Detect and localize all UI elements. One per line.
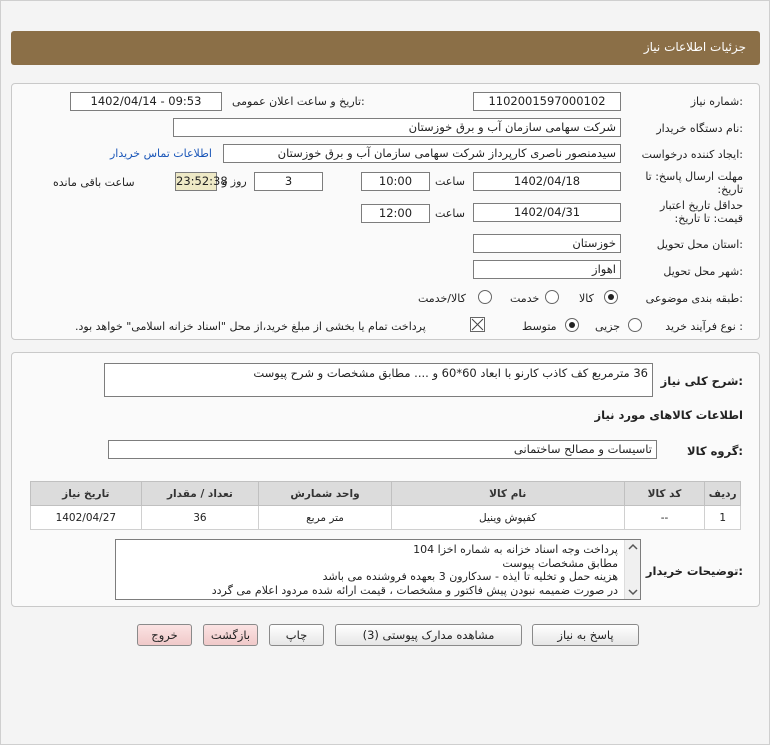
buyer-note-line: پرداخت وجه اسناد خزانه به شماره اخزا 104 [413, 543, 618, 556]
attachments-button[interactable]: مشاهده مدارک پیوستی (3) [335, 624, 522, 646]
category-radio-goods[interactable] [604, 290, 618, 304]
col-idx: ردیف [705, 482, 741, 506]
page-header [11, 31, 760, 65]
days-field: 3 [254, 172, 323, 191]
row-name: کفپوش وینیل [391, 506, 624, 530]
province-field: خوزستان [473, 234, 621, 253]
scroll-arrows-icon [625, 540, 641, 599]
col-name: نام کالا [391, 482, 624, 506]
buyer-notes-label: توضیحات خریدار: [645, 564, 743, 578]
remaining-label: ساعت باقی مانده [53, 176, 135, 189]
category-service-label: خدمت [510, 292, 540, 305]
desc-text: 36 مترمربع کف کاذب کارنو با ابعاد 60*60 و .... مطابق مشخصات و شرح پیوست [253, 366, 648, 380]
row-idx: 1 [705, 506, 741, 530]
announce-label: تاریخ و ساعت اعلان عمومی: [232, 95, 365, 108]
buyer-note-line: هزینه حمل و تخلیه تا ایذه - سدکارون 3 بعهده فروشنده می باشد [322, 570, 618, 583]
col-qty: تعداد / مقدار [141, 482, 259, 506]
validity-time-label: ساعت [435, 207, 465, 220]
row-code: -- [624, 506, 705, 530]
checkbox-cross-icon [471, 318, 484, 331]
process-radio-medium[interactable] [565, 318, 579, 332]
day-label: روز و [222, 175, 247, 188]
validity-date-field: 1402/04/31 [473, 203, 621, 222]
category-label: طبقه بندی موضوعی: [645, 292, 743, 305]
notes-scrollbar[interactable] [624, 540, 640, 599]
process-medium-label: متوسط [522, 320, 557, 333]
payment-note: پرداخت تمام یا بخشی از مبلغ خرید،از محل "اسناد خزانه اسلامی" خواهد بود. [75, 320, 426, 333]
category-both-label: کالا/خدمت [418, 292, 466, 305]
process-minor-label: جزیی [595, 320, 621, 333]
reply-time-field: 10:00 [361, 172, 430, 191]
process-radio-minor[interactable] [628, 318, 642, 332]
exit-button[interactable]: خروج [137, 624, 192, 646]
col-date: تاریخ نیاز [31, 482, 142, 506]
table-row[interactable] [31, 506, 741, 530]
buyer-org-field: شرکت سهامی سازمان آب و برق خوزستان [173, 118, 621, 137]
print-button[interactable]: چاپ [269, 624, 324, 646]
category-radio-service[interactable] [545, 290, 559, 304]
row-qty: 36 [141, 506, 259, 530]
row-unit: متر مربع [259, 506, 392, 530]
process-label: نوع فرآیند خرید : [665, 320, 743, 333]
goods-info-label: اطلاعات کالاهای مورد نیاز [594, 408, 743, 422]
buyer-org-label: نام دستگاه خریدار: [656, 122, 743, 135]
buyer-note-line: در صورت ضمیمه نبودن پیش فاکتور و مشخصات ، قیمت ارائه شده مردود اعلام می گردد [211, 583, 618, 597]
goods-group-label: گروه کالا: [687, 444, 743, 458]
requester-field: سیدمنصور ناصری کارپرداز شرکت سهامی سازمان آب و برق خوزستان [223, 144, 621, 163]
reply-deadline-text: مهلت ارسال پاسخ: تا تاریخ: [645, 170, 743, 196]
goods-table [30, 481, 741, 530]
province-label: استان محل تحویل: [656, 238, 743, 251]
validity-label [633, 199, 743, 225]
need-number-label: شماره نیاز: [690, 95, 743, 108]
reply-date-field: 1402/04/18 [473, 172, 621, 191]
validity-text: حداقل تاریخ اعتبار قیمت: تا تاریخ: [659, 199, 743, 225]
buyer-notes-box [115, 539, 641, 600]
city-label: شهر محل تحویل: [663, 265, 743, 278]
requester-label: ایجاد کننده درخواست: [641, 148, 743, 161]
need-number-field: 1102001597000102 [473, 92, 621, 111]
reply-button[interactable]: پاسخ به نیاز [532, 624, 639, 646]
announce-field: 1402/04/14 - 09:53 [70, 92, 222, 111]
col-unit: واحد شمارش [259, 482, 392, 506]
back-button[interactable]: بازگشت [203, 624, 258, 646]
reply-time-label: ساعت [435, 175, 465, 188]
treasury-payment-checkbox[interactable] [470, 317, 485, 332]
buyer-note-line: مطابق مشخصات پیوست [502, 556, 618, 570]
desc-field [104, 363, 653, 397]
validity-time-field: 12:00 [361, 204, 430, 223]
city-field: اهواز [473, 260, 621, 279]
desc-label: شرح کلی نیاز: [660, 374, 743, 388]
col-code: کد کالا [624, 482, 705, 506]
reply-deadline-label [618, 170, 743, 196]
remaining-time-field: 23:52:38 [175, 172, 217, 191]
category-radio-both[interactable] [478, 290, 492, 304]
category-goods-label: کالا [579, 292, 594, 305]
row-date: 1402/04/27 [31, 506, 142, 530]
page-title: جزئیات اطلاعات نیاز [643, 40, 746, 54]
goods-table-header [31, 482, 741, 506]
contact-buyer-link[interactable]: اطلاعات تماس خریدار [110, 147, 212, 160]
goods-group-field: تاسیسات و مصالح ساختمانی [108, 440, 657, 459]
